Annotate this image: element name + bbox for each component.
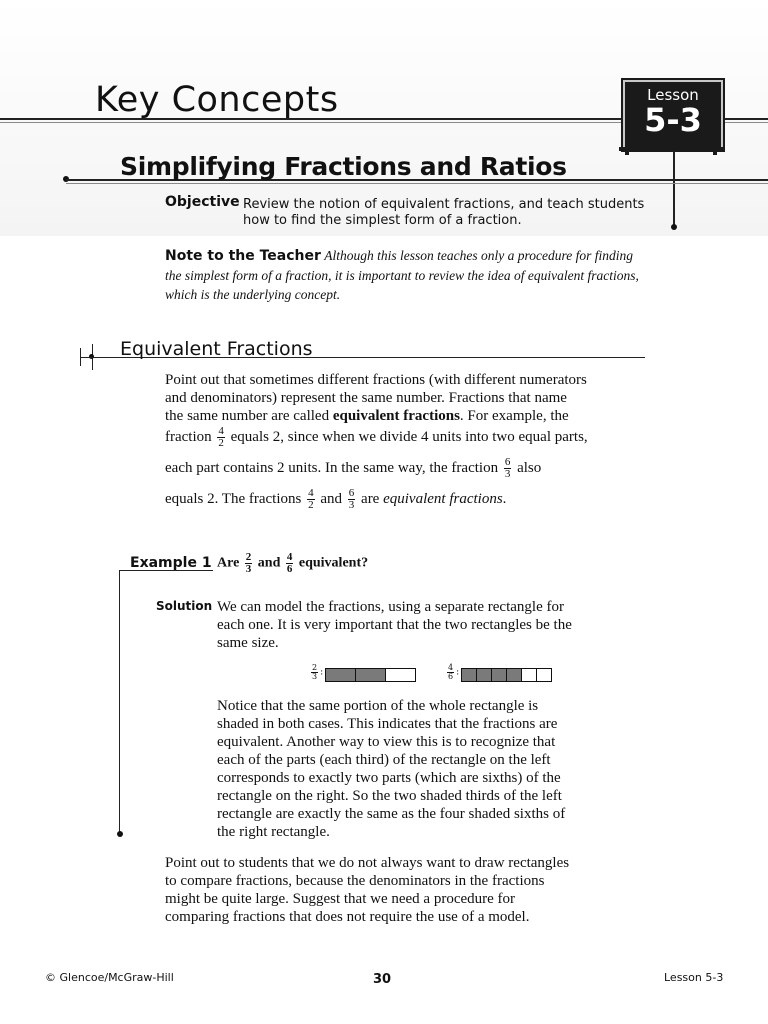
model-cell-shaded	[355, 668, 386, 682]
objective-line-1: Review the notion of equivalent fractions, and teach students	[243, 197, 645, 212]
frac-num: 2	[245, 551, 252, 563]
model-cell-shaded	[476, 668, 492, 682]
eq-line6-italic: equivalent fractions	[383, 490, 503, 507]
notice-line: Notice that the same portion of the whole rectangle is	[217, 698, 539, 714]
footer-page-number: 30	[373, 972, 392, 987]
notice-paragraph	[217, 697, 647, 841]
frac-den: 6	[286, 563, 293, 575]
frac-num: 4	[286, 551, 293, 563]
eq-paragraph-line-2: and denominators) represent the same number. Fractions that name	[165, 390, 567, 406]
fraction-4-2-b	[307, 488, 315, 511]
frac-den: 3	[504, 468, 511, 480]
frac-num: 2	[312, 663, 318, 672]
badge-vertical-line	[673, 151, 675, 227]
notice-line: shaded in both cases. This indicates that the fractions are	[217, 716, 558, 732]
page-title: Key Concepts	[95, 80, 339, 120]
eq-paragraph-line-5	[165, 457, 541, 480]
frac-num: 4	[308, 487, 314, 499]
example-1-label: Example 1	[130, 555, 212, 571]
note-to-teacher	[165, 246, 645, 304]
model-cell-shaded	[325, 668, 356, 682]
lesson-label: Lesson	[647, 86, 699, 104]
frac-den: 2	[218, 437, 224, 449]
model-cell-empty	[536, 668, 552, 682]
eq-line5-b: also	[517, 459, 542, 476]
eq-line4-b: equals 2, since when we divide 4 units into two equal parts,	[230, 428, 588, 445]
eq-paragraph-line-1: Point out that sometimes different fractions (with different numerators	[165, 372, 587, 388]
closing-line: Point out to students that we do not always want to draw rectangles	[165, 855, 570, 871]
notice-line: rectangle are exactly the same as the four shaded sixths of	[217, 806, 566, 822]
eq-line6-a: equals 2. The fractions	[165, 490, 302, 507]
fraction-6-3-b	[348, 488, 356, 511]
eq-line3-a: the same number are called	[165, 408, 333, 424]
title-rule-right-shadow	[719, 122, 768, 123]
equivalent-fractions-heading: Equivalent Fractions	[120, 338, 313, 360]
objective-line-2: how to find the simplest form of a fraction.	[243, 213, 522, 228]
title-rule-shadow	[0, 122, 623, 123]
model-left-label: $\frac{2}{3}$ :	[312, 663, 324, 681]
lesson-badge-leg-left	[625, 151, 629, 155]
model-right-rectangle	[462, 667, 552, 681]
frac-num: 4	[218, 425, 224, 437]
solution-label: Solution	[156, 599, 213, 613]
ex-q-a: Are	[217, 555, 240, 571]
eq-line5-a: each part contains 2 units. In the same way, the fraction	[165, 459, 499, 476]
eq-line4-a: fraction	[165, 428, 212, 445]
frac-den: 2	[308, 499, 314, 511]
eq-term-bold: equivalent fractions	[332, 408, 460, 424]
section-rule-shadow	[66, 183, 768, 184]
frac-den: 3	[348, 499, 355, 511]
lesson-badge	[623, 80, 723, 150]
fraction-6-3	[504, 457, 512, 480]
closing-line: comparing fractions that does not require the use of a model.	[165, 909, 530, 925]
notice-line: each of the parts (each third) of the rectangle on the left	[217, 752, 551, 768]
example-bracket-dot	[117, 831, 123, 837]
eq-line6-b: and	[320, 490, 343, 507]
model-cell-empty	[385, 668, 416, 682]
model-right-label: $\frac{4}{6}$ :	[448, 663, 460, 681]
objective-label: Objective	[165, 194, 240, 210]
model-left-rectangle	[326, 667, 416, 681]
badge-line-dot	[671, 224, 677, 230]
fraction-4-2	[217, 426, 225, 449]
closing-line: might be quite large. Suggest that we need a procedure for	[165, 891, 516, 907]
eq-line3-b: . For example, the	[459, 408, 569, 424]
frac-den: 6	[448, 672, 454, 681]
lesson-badge-stand	[619, 147, 723, 151]
model-right-fraction	[447, 664, 454, 681]
fraction-4-6	[286, 552, 294, 575]
model-left-fraction	[311, 664, 318, 681]
eq-line6-end: .	[502, 490, 507, 507]
model-cell-empty	[521, 668, 537, 682]
model-cell-shaded	[461, 668, 477, 682]
frac-num: 4	[448, 663, 454, 672]
lesson-number: 5-3	[644, 101, 702, 139]
footer-lesson: Lesson 5-3	[664, 971, 724, 984]
notice-line: corresponds to exactly two parts (which are sixths) of the	[217, 770, 561, 786]
frac-num: 6	[348, 487, 355, 499]
frac-num: 6	[504, 456, 511, 468]
eq-line6-c: are	[361, 490, 380, 507]
solution-line-3: same size.	[217, 635, 279, 651]
eq-paragraph-line-3	[165, 407, 569, 425]
frac-den: 3	[245, 563, 252, 575]
eq-paragraph-line-4	[165, 426, 588, 449]
example-1-question	[217, 552, 368, 575]
ex-q-c: equivalent?	[298, 555, 369, 571]
note-text: Although this lesson teaches only a procedure for finding the simplest form of a fraction, it is important to review the idea of equivalent fractions, which is the underlying concept.	[165, 248, 639, 302]
notice-line: rectangle on the right. So the two shaded thirds of the left	[217, 788, 562, 804]
solution-line-2: each one. It is very important that the two rectangles be the	[217, 617, 572, 633]
title-rule-right	[719, 118, 768, 120]
closing-paragraph	[165, 854, 665, 926]
closing-line: to compare fractions, because the denominators in the fractions	[165, 873, 545, 889]
notice-line: equivalent. Another way to view this is to recognize that	[217, 734, 556, 750]
example-bracket-vertical	[119, 570, 120, 834]
model-cell-shaded	[506, 668, 522, 682]
note-label: Note to the Teacher	[165, 248, 321, 264]
ex-q-b: and	[257, 555, 281, 571]
frac-den: 3	[312, 672, 318, 681]
notice-line: the right rectangle.	[217, 824, 330, 840]
fraction-2-3	[245, 552, 253, 575]
solution-line-1: We can model the fractions, using a separate rectangle for	[217, 599, 564, 615]
footer-copyright: © Glencoe/McGraw-Hill	[45, 971, 174, 984]
eq-paragraph-line-6	[165, 488, 506, 511]
model-cell-shaded	[491, 668, 507, 682]
lesson-badge-leg-right	[713, 151, 717, 155]
section-title: Simplifying Fractions and Ratios	[120, 152, 567, 181]
